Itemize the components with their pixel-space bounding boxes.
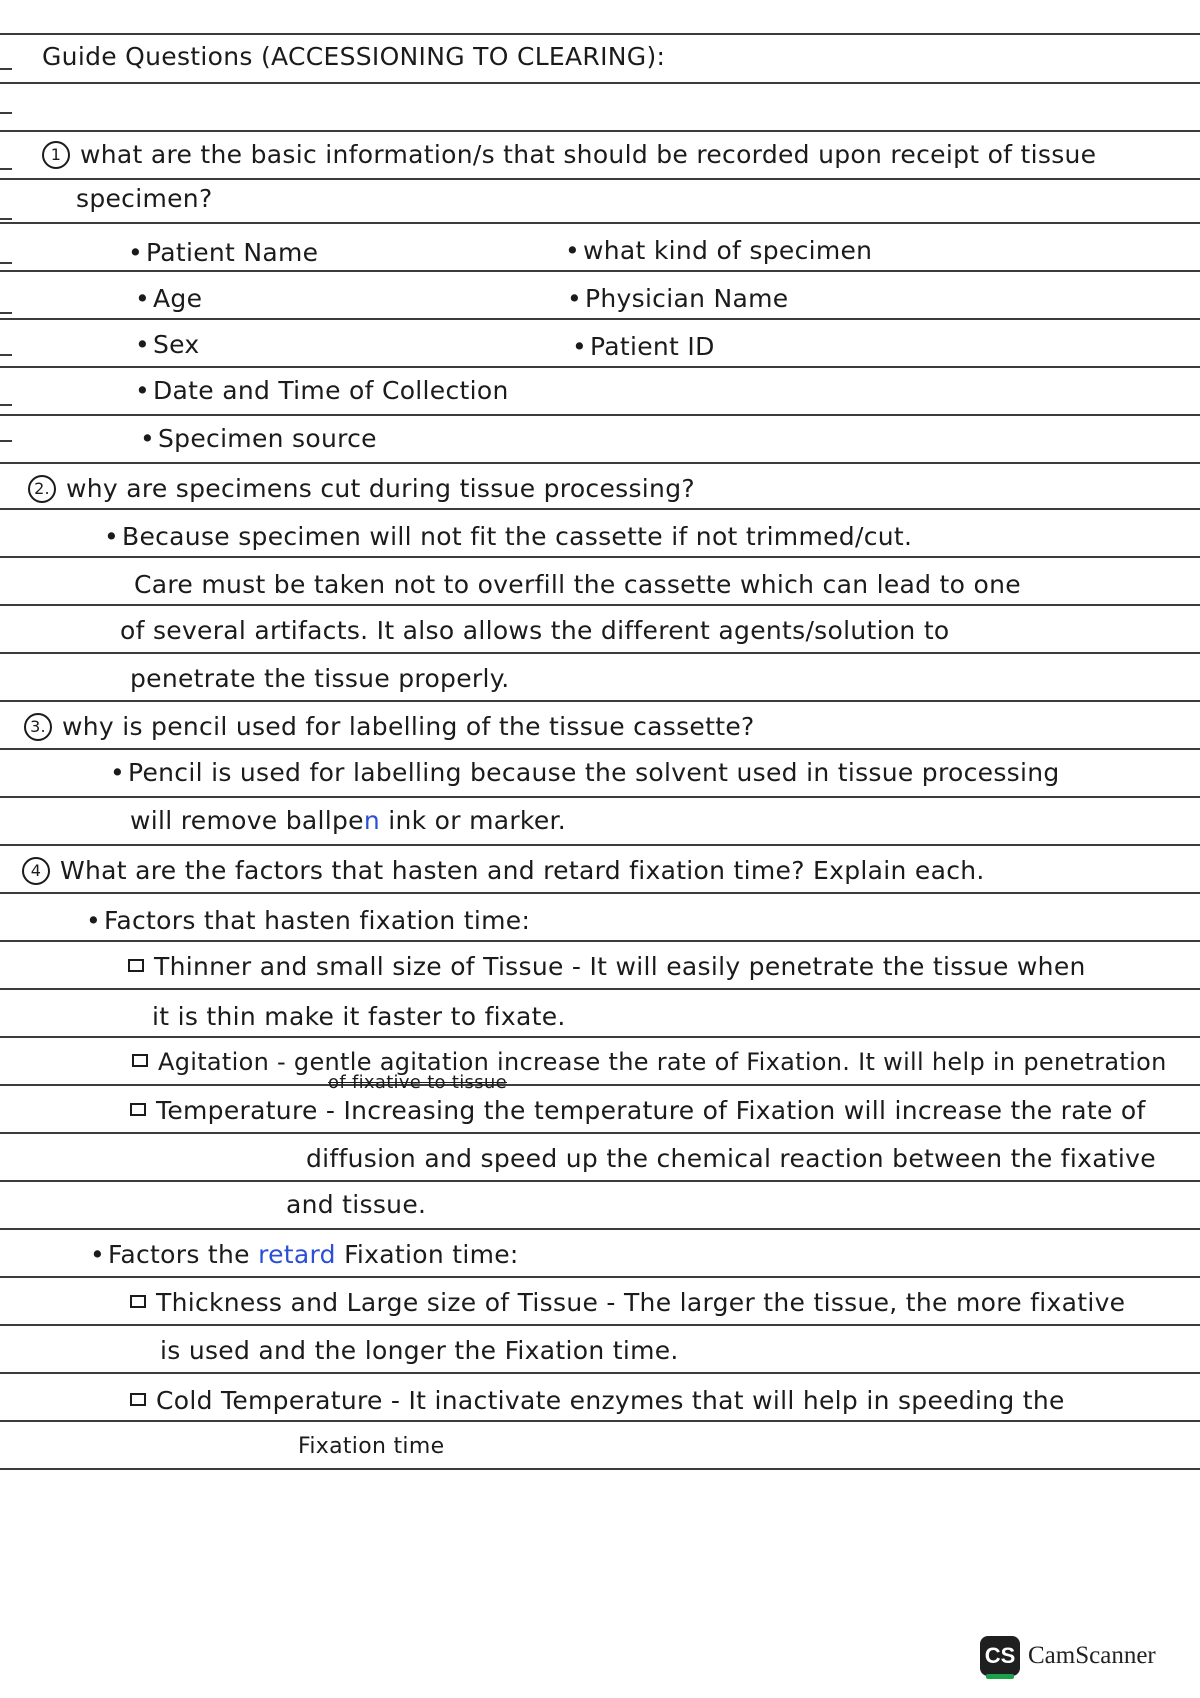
ruled-line <box>0 318 1200 320</box>
checkbox-icon <box>130 1295 146 1308</box>
hasten-item: Temperature - Increasing the temperature of Fixation will increase the rate of <box>130 1096 1146 1125</box>
ruled-line <box>0 508 1200 510</box>
ruled-line <box>0 222 1200 224</box>
ruled-line <box>0 1276 1200 1278</box>
camscanner-name: CamScanner <box>1028 1642 1156 1669</box>
ruled-line <box>0 892 1200 894</box>
ruled-line <box>0 940 1200 942</box>
answer-line: will remove ballpen ink or marker. <box>130 806 567 835</box>
margin-tick <box>0 112 12 114</box>
ruled-line <box>0 844 1200 846</box>
ruled-line <box>0 1228 1200 1230</box>
answer-item: • Patient Name <box>128 238 319 267</box>
question-text: What are the factors that hasten and retard fixation time? Explain each. <box>60 856 985 885</box>
ruled-line <box>0 652 1200 654</box>
question-number: 2. <box>28 475 56 503</box>
ruled-line <box>0 556 1200 558</box>
answer-line: of several artifacts. It also allows the different agents/solution to <box>120 616 950 645</box>
margin-tick <box>0 404 12 406</box>
answer-item: • Age <box>135 284 203 313</box>
ruled-line <box>0 366 1200 368</box>
question-4 <box>22 856 985 885</box>
ruled-line <box>0 1420 1200 1422</box>
page-title: Guide Questions (ACCESSIONING TO CLEARING): <box>42 42 666 71</box>
question-number: 3. <box>24 713 52 741</box>
section-heading-retard: • Factors the retard Fixation time: <box>90 1240 519 1269</box>
ruled-line <box>0 462 1200 464</box>
ruled-line <box>0 988 1200 990</box>
question-3 <box>24 712 755 741</box>
ruled-line <box>0 604 1200 606</box>
question-2 <box>28 474 695 503</box>
struck-out-text: of fixative to tissue <box>328 1072 507 1093</box>
ruled-line <box>0 1132 1200 1134</box>
answer-line: • Because specimen will not fit the cassette if not trimmed/cut. <box>104 522 913 551</box>
margin-tick <box>0 440 12 442</box>
question-number: 4 <box>22 857 50 885</box>
answer-item: • what kind of specimen <box>565 236 873 265</box>
retard-item-continued: is used and the longer the Fixation time. <box>160 1336 679 1365</box>
ruled-line <box>0 33 1200 35</box>
ruled-line <box>0 270 1200 272</box>
checkbox-icon <box>130 1393 146 1406</box>
hasten-item: Thinner and small size of Tissue - It will easily penetrate the tissue when <box>128 952 1086 981</box>
ruled-line <box>0 700 1200 702</box>
margin-tick <box>0 354 12 356</box>
answer-item: • Physician Name <box>567 284 789 313</box>
section-heading-hasten: • Factors that hasten fixation time: <box>86 906 531 935</box>
question-1 <box>42 140 1096 169</box>
question-text: what are the basic information/s that should be recorded upon receipt of tissue <box>80 140 1097 169</box>
ruled-line <box>0 414 1200 416</box>
hasten-item-continued: diffusion and speed up the chemical reaction between the fixative <box>306 1144 1156 1173</box>
answer-item: • Patient ID <box>572 332 715 361</box>
ruled-line <box>0 82 1200 84</box>
retard-item-continued: Fixation time <box>298 1434 445 1459</box>
ruled-line <box>0 1324 1200 1326</box>
checkbox-icon <box>130 1103 146 1116</box>
ruled-line <box>0 1036 1200 1038</box>
ruled-line <box>0 748 1200 750</box>
retard-item: Thickness and Large size of Tissue - The larger the tissue, the more fixative <box>130 1288 1125 1317</box>
retard-item: Cold Temperature - It inactivate enzymes that will help in speeding the <box>130 1386 1065 1415</box>
margin-tick <box>0 218 12 220</box>
hasten-item-continued: it is thin make it faster to fixate. <box>152 1002 566 1031</box>
question-text: why are specimens cut during tissue processing? <box>66 474 695 503</box>
question-text-continued: specimen? <box>76 184 213 213</box>
hasten-item-continued: and tissue. <box>286 1190 427 1219</box>
checkbox-icon <box>128 959 144 972</box>
ruled-line <box>0 796 1200 798</box>
answer-item: • Specimen source <box>140 424 377 453</box>
answer-item: • Sex <box>135 330 200 359</box>
question-number: 1 <box>42 141 70 169</box>
margin-tick <box>0 312 12 314</box>
camscanner-logo <box>980 1634 1156 1678</box>
answer-line: Care must be taken not to overfill the cassette which can lead to one <box>134 570 1021 599</box>
ruled-line <box>0 1372 1200 1374</box>
answer-line: penetrate the tissue properly. <box>130 664 510 693</box>
answer-line: • Pencil is used for labelling because the solvent used in tissue processing <box>110 758 1060 787</box>
margin-tick <box>0 262 12 264</box>
camscanner-badge-icon: CS <box>980 1636 1020 1676</box>
margin-tick <box>0 168 12 170</box>
ruled-line <box>0 1468 1200 1470</box>
margin-tick <box>0 68 12 70</box>
ruled-line <box>0 1180 1200 1182</box>
ruled-line <box>0 1084 1200 1086</box>
question-text: why is pencil used for labelling of the tissue cassette? <box>62 712 755 741</box>
checkbox-icon <box>132 1054 148 1067</box>
answer-item: • Date and Time of Collection <box>135 376 509 405</box>
ruled-line <box>0 178 1200 180</box>
ruled-line <box>0 130 1200 132</box>
hasten-item: Agitation - gentle agitation increase the rate of Fixation. It will help in penetration <box>132 1048 1167 1076</box>
